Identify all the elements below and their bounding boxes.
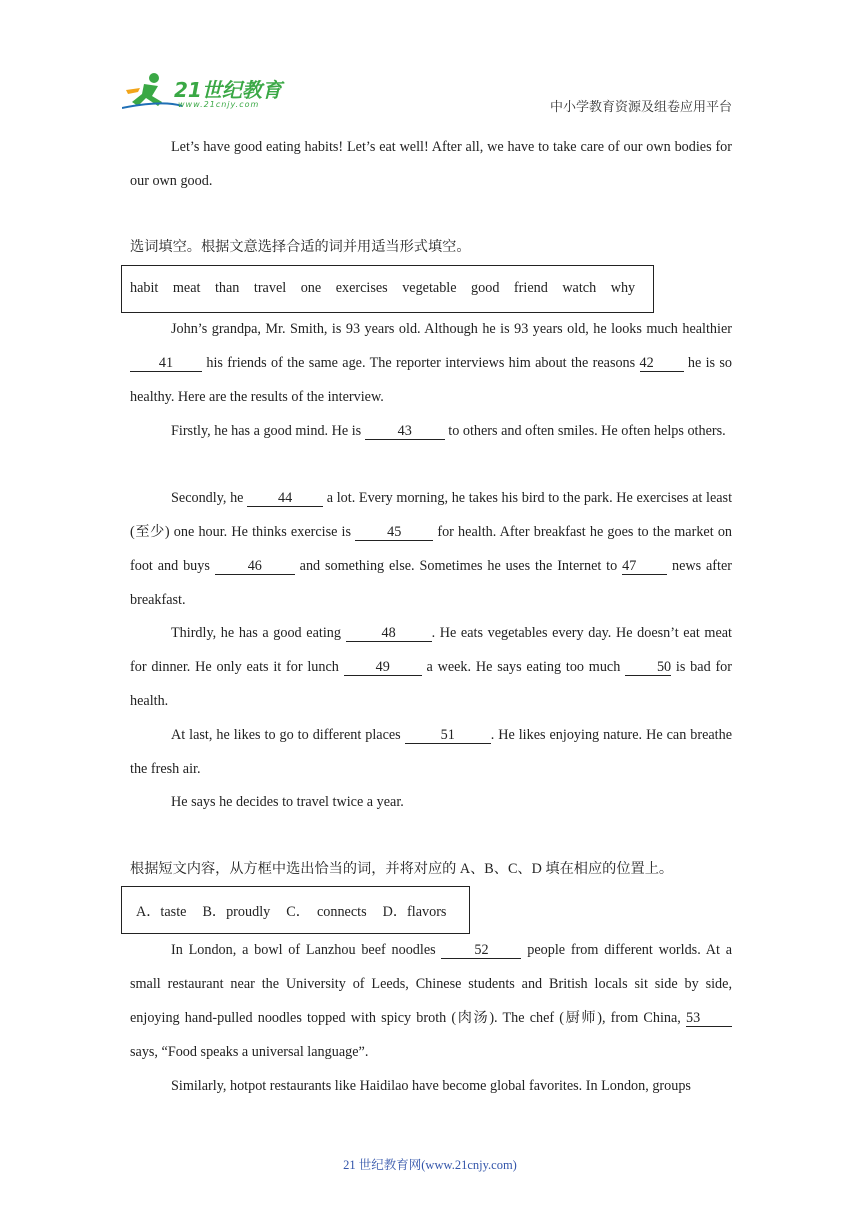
s1-p1-text-b: his friends of the same age. The reporter interviews him about the reasons bbox=[206, 355, 636, 371]
s1-paragraph-6: He says he decides to travel twice a year. bbox=[171, 794, 404, 810]
word-bank-item: meat bbox=[172, 280, 201, 296]
blank-42[interactable]: 42 bbox=[640, 355, 684, 372]
blank-51[interactable]: 51 bbox=[405, 727, 491, 744]
word-bank-item: habit bbox=[130, 280, 159, 296]
s1-p3-text-a: Secondly, he bbox=[171, 490, 244, 506]
s1-p4-text-d: is bad for health. bbox=[130, 659, 733, 709]
site-logo bbox=[122, 70, 302, 114]
s1-paragraph-5 bbox=[130, 718, 732, 786]
word-bank-item: one bbox=[300, 280, 322, 296]
s1-p5-text-a: At last, he likes to go to different places bbox=[171, 727, 401, 743]
s1-paragraph-3 bbox=[130, 481, 732, 617]
blank-49[interactable]: 49 bbox=[344, 659, 422, 676]
option-item: D．flavors bbox=[382, 904, 447, 920]
word-bank bbox=[130, 280, 635, 297]
intro-paragraph: Let’s have good eating habits! Let’s eat well! After all, we have to take care of our own bodies for our own good. bbox=[130, 139, 732, 189]
s1-paragraph-2 bbox=[130, 414, 732, 448]
s1-p3-text-b: a lot. Every morning, he takes his bird to the park. He exercises at least (至少) one hour. He thinks exercise is bbox=[130, 490, 733, 540]
blank-47[interactable]: 47 bbox=[622, 558, 667, 575]
s1-p4-text-c: a week. He says eating too much bbox=[426, 659, 621, 675]
blank-41[interactable]: 41 bbox=[130, 355, 202, 372]
s2-p1-text-c: says, “Food speaks a universal language”. bbox=[130, 1044, 369, 1060]
s1-p2-text-a: Firstly, he has a good mind. He is bbox=[171, 423, 362, 439]
s1-p5-text-b: . He likes enjoying nature. He can breathe the fresh air. bbox=[130, 727, 733, 777]
word-bank-item: good bbox=[471, 280, 500, 296]
header-platform-text: 中小学教育资源及组卷应用平台 bbox=[549, 99, 732, 114]
option-item: C． connects bbox=[286, 904, 367, 920]
word-bank-item: why bbox=[610, 280, 636, 296]
word-bank-item: watch bbox=[562, 280, 597, 296]
option-item: A．taste bbox=[136, 904, 187, 920]
footer-text: 21 世纪教育网(www.21cnjy.com) bbox=[343, 1158, 517, 1172]
s1-p3-text-d: and something else. Sometimes he uses the Internet to bbox=[299, 558, 618, 574]
options-box bbox=[121, 886, 470, 934]
section2-instruction: 根据短文内容，从方框中选出恰当的词，并将对应的 A、B、C、D 填在相应的位置上。 bbox=[130, 861, 674, 877]
s2-p1-text-a: In London, a bowl of Lanzhou beef noodles bbox=[171, 942, 436, 958]
blank-46[interactable]: 46 bbox=[215, 558, 295, 575]
logo-title: 21世纪教育 bbox=[174, 78, 282, 102]
blank-43[interactable]: 43 bbox=[365, 423, 445, 440]
logo-url: www.21cnjy.com bbox=[178, 100, 260, 109]
word-bank-item: than bbox=[214, 280, 240, 296]
option-item: B．proudly bbox=[202, 904, 271, 920]
blank-52[interactable]: 52 bbox=[441, 942, 521, 959]
s2-paragraph-2: Similarly, hotpot restaurants like Haidilao have become global favorites. In London, groups bbox=[171, 1078, 691, 1094]
s2-p1-text-b: people from different worlds. At a small restaurant near the University of Leeds, Chinese students and British locals sit side by side, enjoying hand-pulled noodles topped with spicy broth (肉汤). The chef (厨师), from China, bbox=[130, 942, 733, 1026]
s1-p3-text-c: for health. After breakfast he goes to the market on foot and buys bbox=[130, 524, 733, 574]
s1-paragraph-1 bbox=[130, 312, 732, 414]
options-list bbox=[136, 901, 462, 921]
word-bank-box bbox=[121, 265, 654, 313]
blank-45[interactable]: 45 bbox=[355, 524, 433, 541]
s2-paragraph-1 bbox=[130, 933, 732, 1069]
s1-paragraph-4 bbox=[130, 616, 732, 718]
word-bank-item: friend bbox=[513, 280, 548, 296]
blank-50[interactable]: 50 bbox=[625, 659, 671, 676]
s1-p4-text-a: Thirdly, he has a good eating bbox=[171, 625, 341, 641]
s1-p1-text-a: John’s grandpa, Mr. Smith, is 93 years old. Although he is 93 years old, he looks much healthier bbox=[171, 321, 732, 337]
s1-p4-text-b: . He eats vegetables every day. He doesn’t eat meat for dinner. He only eats it for lunch bbox=[130, 625, 732, 675]
word-bank-item: travel bbox=[253, 280, 287, 296]
s1-p3-text-e: news after breakfast. bbox=[130, 558, 732, 608]
s1-p2-text-b: to others and often smiles. He often helps others. bbox=[448, 423, 726, 439]
section1-instruction: 选词填空。根据文意选择合适的词并用适当形式填空。 bbox=[130, 239, 471, 255]
blank-53[interactable]: 53 bbox=[686, 1010, 732, 1027]
s1-p1-text-c: he is so healthy. Here are the results of the interview. bbox=[130, 355, 733, 405]
blank-44[interactable]: 44 bbox=[247, 490, 323, 507]
blank-48[interactable]: 48 bbox=[346, 625, 432, 642]
word-bank-item: exercises bbox=[335, 280, 388, 296]
word-bank-item: vegetable bbox=[402, 280, 457, 296]
